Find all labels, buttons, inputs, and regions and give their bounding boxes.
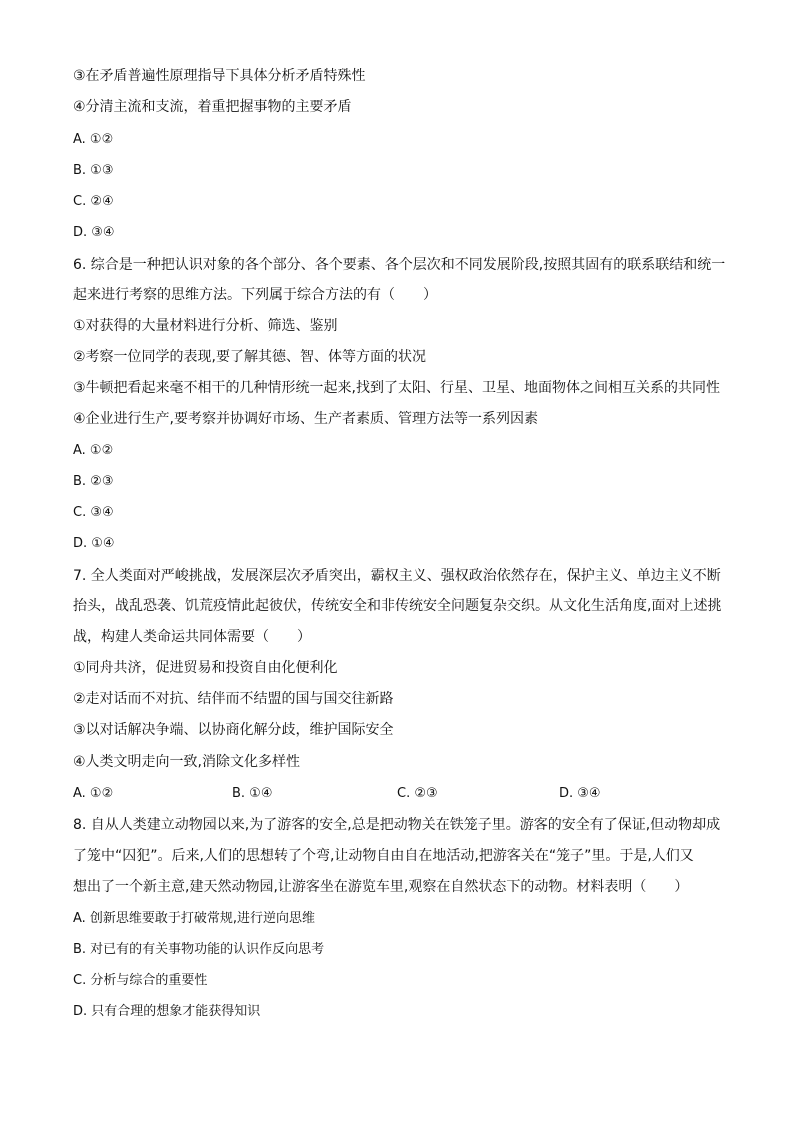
q8-option-d: D. 只有合理的想象才能获得知识 <box>73 1004 261 1019</box>
q6-item-3: ③牛顿把看起来毫不相干的几种情形统一起来,找到了太阳、行星、卫星、地面物体之间相互关系的共同性 <box>73 380 720 396</box>
q5-option-b: B. ①③ <box>73 163 114 178</box>
q8-stem-line-2: 了笼中“囚犯”。后来,人们的思想转了个弯,让动物自由自在地活动,把游客关在“笼子”里。于是,人们又 <box>73 848 694 864</box>
q5-option-d: D. ③④ <box>73 225 115 240</box>
q7-options-row <box>73 784 753 804</box>
q7-stem-line-2: 抬头，战乱恐袭、饥荒疫情此起彼伏，传统安全和非传统安全问题复杂交织。从文化生活角度,面对上述挑 <box>73 598 722 614</box>
q6-item-1: ①对获得的大量材料进行分析、筛选、鉴别 <box>73 318 338 334</box>
q7-option-c: C. ②③ <box>397 786 438 801</box>
q7-option-d: D. ③④ <box>559 786 601 801</box>
q6-item-4: ④企业进行生产,要考察并协调好市场、生产者素质、管理方法等一系列因素 <box>73 411 538 427</box>
q6-item-2: ②考察一位同学的表现,要了解其德、智、体等方面的状况 <box>73 349 426 365</box>
q5-option-c: C. ②④ <box>73 194 114 209</box>
q8-option-b: B. 对已有的有关事物功能的认识作反向思考 <box>73 942 325 957</box>
q7-item-1: ①同舟共济，促进贸易和投资自由化便利化 <box>73 660 338 676</box>
q6-stem-line-1: 6. 综合是一种把认识对象的各个部分、各个要素、各个层次和不同发展阶段,按照其固有的联系联结和统一 <box>73 257 726 273</box>
q5-option-a: A. ①② <box>73 132 114 147</box>
q7-option-a: A. ①② <box>73 786 114 801</box>
q6-option-a: A. ①② <box>73 443 114 458</box>
q8-option-a: A. 创新思维要敢于打破常规,进行逆向思维 <box>73 911 316 926</box>
q7-option-b: B. ①④ <box>232 786 273 801</box>
q7-item-4: ④人类文明走向一致,消除文化多样性 <box>73 754 301 770</box>
q8-stem-line-1: 8. 自从人类建立动物园以来,为了游客的安全,总是把动物关在铁笼子里。游客的安全有了保证,但动物却成 <box>73 817 721 833</box>
q6-option-b: B. ②③ <box>73 474 114 489</box>
q6-stem-line-2: 起来进行考察的思维方法。下列属于综合方法的有（ ） <box>73 287 437 303</box>
q8-option-c: C. 分析与综合的重要性 <box>73 973 208 988</box>
q7-item-2: ②走对话而不对抗、结伴而不结盟的国与国交往新路 <box>73 691 394 707</box>
q5-item-3: ③在矛盾普遍性原理指导下具体分析矛盾特殊性 <box>73 68 366 84</box>
q7-stem-line-3: 战，构建人类命运共同体需要（ ） <box>73 629 311 645</box>
q6-option-c: C. ③④ <box>73 505 114 520</box>
q6-option-d: D. ①④ <box>73 536 115 551</box>
q5-item-4: ④分清主流和支流，着重把握事物的主要矛盾 <box>73 99 352 115</box>
q7-stem-line-1: 7. 全人类面对严峻挑战，发展深层次矛盾突出，霸权主义、强权政治依然存在，保护主义、单边主义不断 <box>73 568 721 584</box>
q7-item-3: ③以对话解决争端、以协商化解分歧，维护国际安全 <box>73 722 394 738</box>
q8-stem-line-3: 想出了一个新主意,建天然动物园,让游客坐在游览车里,观察在自然状态下的动物。材料表明（ ） <box>73 879 689 895</box>
